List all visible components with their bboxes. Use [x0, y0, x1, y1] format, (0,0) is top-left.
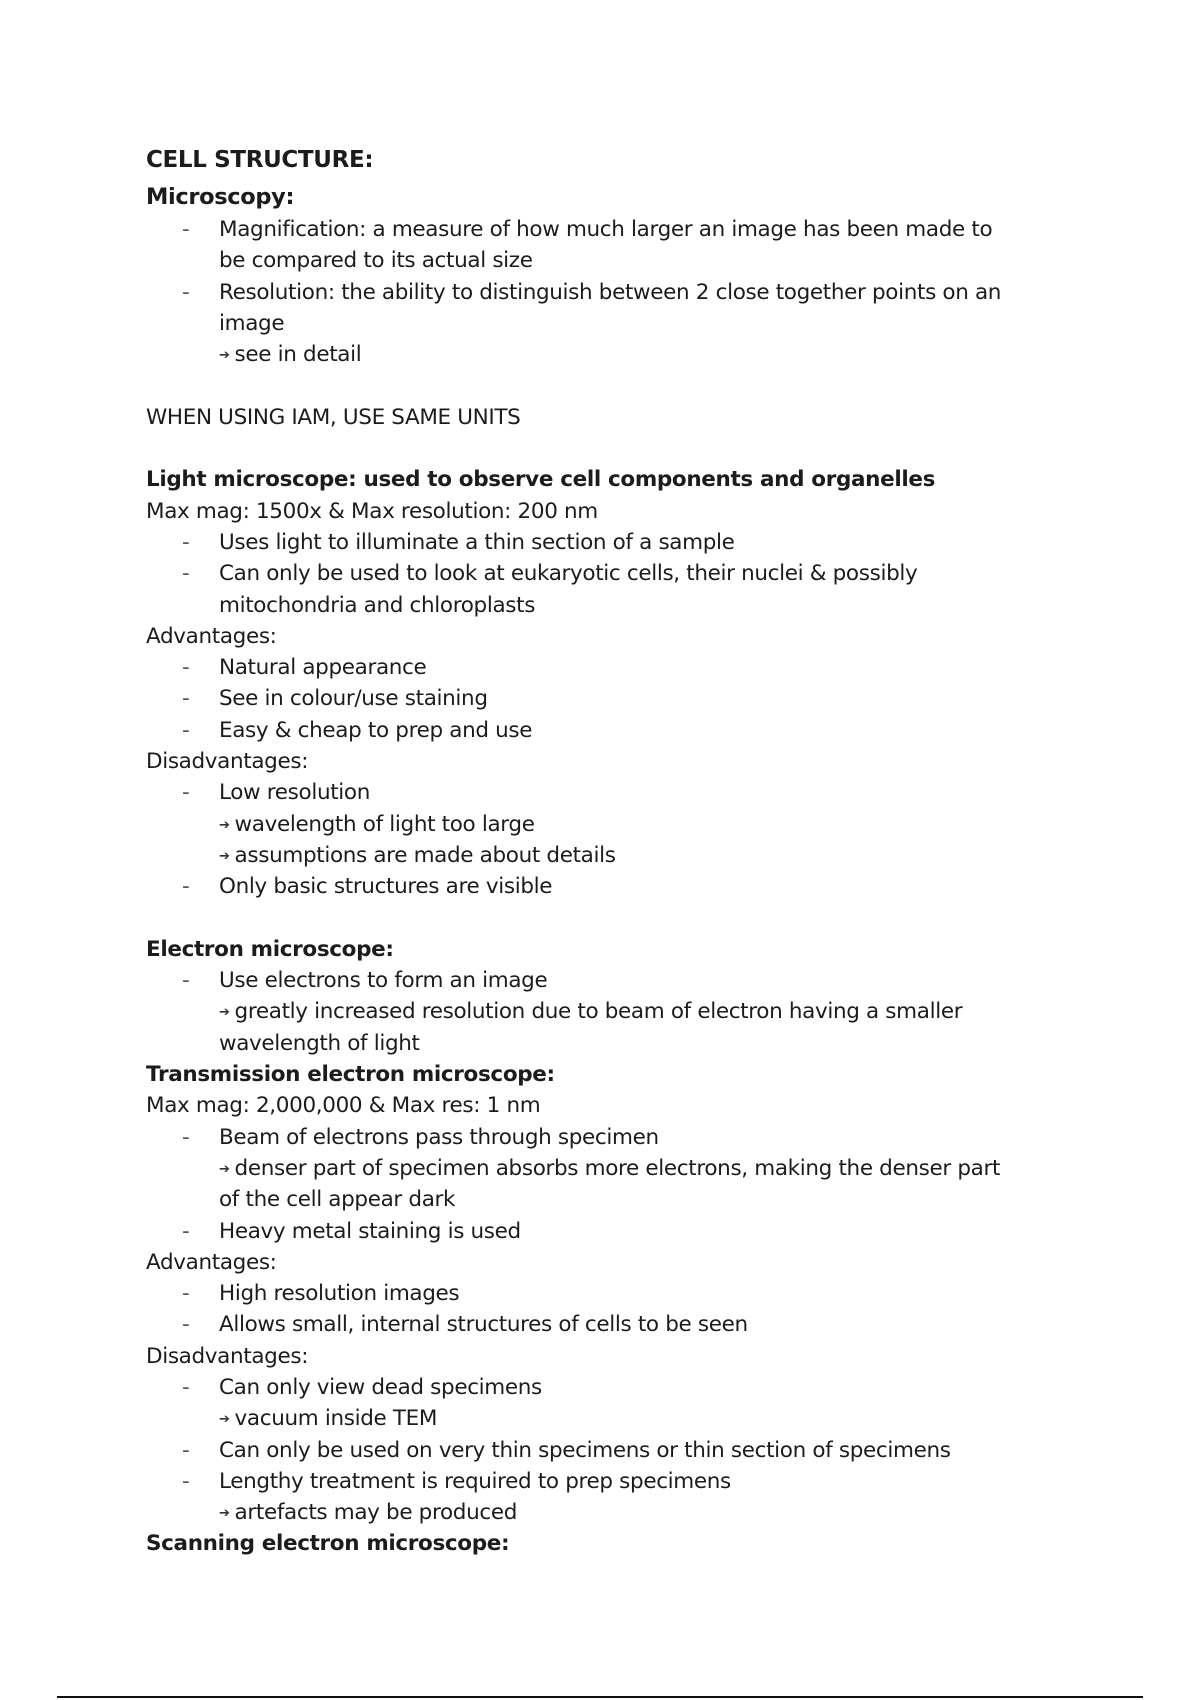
- dash-icon: -: [182, 561, 190, 587]
- electron-microscope-heading: Electron microscope:: [146, 936, 394, 962]
- list-item-continuation: mitochondria and chloroplasts: [219, 592, 536, 618]
- disadvantages-label: Disadvantages:: [146, 749, 309, 775]
- tem-heading: Transmission electron microscope:: [146, 1062, 555, 1088]
- sub-point: ➔ wavelength of light too large: [219, 811, 535, 837]
- list-item: - Can only be used to look at eukaryotic cells, their nuclei & possibly: [146, 558, 1076, 589]
- dash-icon: -: [182, 686, 190, 712]
- disadvantages-label: Disadvantages:: [146, 1343, 309, 1369]
- sub-point-continuation: wavelength of light: [219, 1030, 420, 1056]
- list-item: - Low resolution: [146, 777, 1076, 808]
- dash-icon: -: [182, 1437, 190, 1463]
- arrow-right-icon: ➔: [219, 848, 230, 864]
- arrow-right-icon: ➔: [219, 1005, 230, 1021]
- advantages-label: Advantages:: [146, 1249, 277, 1275]
- tem-stats: Max mag: 2,000,000 & Max res: 1 nm: [146, 1093, 541, 1119]
- dash-icon: -: [182, 279, 190, 305]
- advantages-label: Advantages:: [146, 623, 277, 649]
- list-item: - Heavy metal staining is used: [146, 1216, 1076, 1247]
- dash-icon: -: [182, 217, 190, 242]
- list-item: - Beam of electrons pass through specimen: [146, 1122, 1076, 1153]
- list-item-continuation: be compared to its actual size: [219, 248, 533, 274]
- list-item: - High resolution images: [146, 1278, 1076, 1309]
- list-item: - Allows small, internal structures of cells to be seen: [146, 1309, 1076, 1340]
- list-item: - Uses light to illuminate a thin section of a sample: [146, 527, 1076, 558]
- list-item: - See in colour/use staining: [146, 683, 1076, 714]
- list-item: - Resolution: the ability to distinguish between 2 close together points on an: [146, 277, 1076, 308]
- dash-icon: -: [182, 968, 190, 994]
- light-stats: Max mag: 1500x & Max resolution: 200 nm: [146, 498, 598, 524]
- page-title: CELL STRUCTURE:: [146, 147, 374, 173]
- list-item: - Magnification: a measure of how much larger an image has been made to: [146, 214, 1076, 245]
- dash-icon: -: [182, 655, 190, 681]
- list-item: - Only basic structures are visible: [146, 871, 1076, 902]
- list-item: - Lengthy treatment is required to prep specimens: [146, 1466, 1076, 1497]
- arrow-right-icon: ➔: [219, 817, 230, 833]
- dash-icon: -: [182, 1124, 190, 1150]
- dash-icon: -: [182, 1281, 190, 1307]
- dash-icon: -: [182, 529, 190, 555]
- list-item: - Natural appearance: [146, 652, 1076, 683]
- sem-heading: Scanning electron microscope:: [146, 1531, 510, 1557]
- arrow-right-icon: ➔: [219, 1161, 230, 1177]
- dash-icon: -: [182, 1312, 190, 1338]
- dash-icon: -: [182, 1374, 190, 1400]
- sub-point: ➔ denser part of specimen absorbs more electrons, making the denser part: [219, 1155, 1001, 1181]
- sub-point: ➔ vacuum inside TEM: [219, 1406, 438, 1432]
- units-note: WHEN USING IAM, USE SAME UNITS: [146, 404, 521, 430]
- dash-icon: -: [182, 874, 190, 900]
- list-item: - Can only be used on very thin specimens or thin section of specimens: [146, 1435, 1076, 1466]
- list-item: - Use electrons to form an image: [146, 965, 1076, 996]
- dash-icon: -: [182, 1218, 190, 1244]
- arrow-right-icon: ➔: [219, 1506, 230, 1522]
- list-item-continuation: image: [219, 310, 285, 336]
- sub-point: ➔ greatly increased resolution due to beam of electron having a smaller: [219, 999, 963, 1025]
- arrow-right-icon: ➔: [219, 1412, 230, 1428]
- sub-point: ➔ assumptions are made about details: [219, 842, 616, 868]
- microscopy-heading: Microscopy:: [146, 184, 295, 210]
- document-body: [146, 140, 1076, 1560]
- list-item: - Can only view dead specimens: [146, 1372, 1076, 1403]
- list-item: - Easy & cheap to prep and use: [146, 715, 1076, 746]
- dash-icon: -: [182, 717, 190, 743]
- footer-divider: [57, 1696, 1143, 1698]
- sub-point: ➔ see in detail: [219, 342, 362, 368]
- sub-point-continuation: of the cell appear dark: [219, 1187, 456, 1213]
- sub-point: ➔ artefacts may be produced: [219, 1500, 518, 1526]
- dash-icon: -: [182, 1468, 190, 1494]
- dash-icon: -: [182, 780, 190, 806]
- arrow-right-icon: ➔: [219, 348, 230, 364]
- light-microscope-heading: Light microscope: used to observe cell components and organelles: [146, 467, 936, 493]
